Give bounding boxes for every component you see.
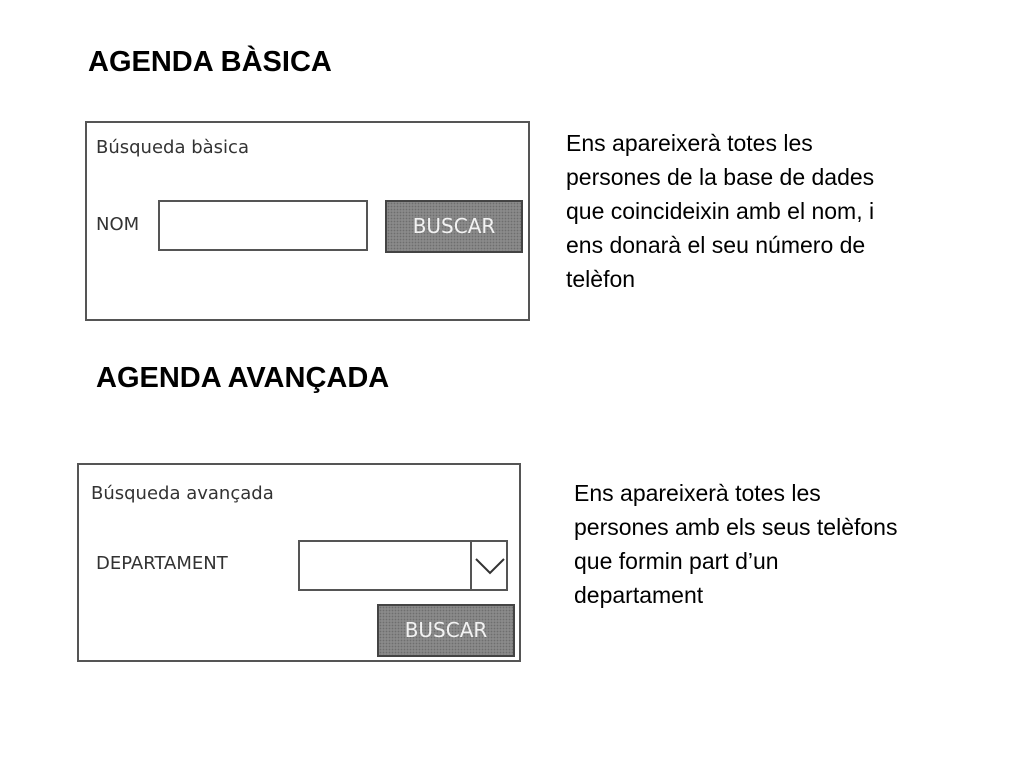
basic-search-panel: [85, 121, 530, 321]
basic-search-panel-title: Búsqueda bàsica: [96, 137, 249, 158]
advanced-search-button[interactable]: BUSCAR: [377, 604, 515, 657]
description-line: Ens apareixerà totes les: [566, 130, 813, 156]
chevron-down-icon: [474, 555, 506, 577]
description-line: persones de la base de dades: [566, 164, 875, 190]
department-select-toggle[interactable]: [470, 542, 506, 589]
advanced-search-panel-title: Búsqueda avançada: [91, 483, 274, 504]
heading-basic-agenda: AGENDA BÀSICA: [88, 46, 332, 78]
department-field-label: DEPARTAMENT: [96, 553, 228, 574]
description-line: que formin part d’un: [574, 548, 779, 574]
description-line: telèfon: [566, 266, 636, 292]
description-line: que coincideixin amb el nom, i: [566, 198, 875, 224]
description-line: persones amb els seus telèfons: [574, 514, 898, 540]
name-field-label: NOM: [96, 214, 140, 235]
description-line: ens donarà el seu número de: [566, 232, 866, 258]
description-line: Ens apareixerà totes les: [574, 480, 821, 506]
advanced-search-description: [574, 476, 994, 612]
department-select[interactable]: [298, 540, 508, 591]
basic-search-description: [566, 126, 986, 296]
basic-search-button[interactable]: BUSCAR: [385, 200, 523, 253]
heading-advanced-agenda: AGENDA AVANÇADA: [96, 362, 390, 394]
description-line: departament: [574, 582, 704, 608]
advanced-search-panel: [77, 463, 521, 662]
name-input[interactable]: [158, 200, 368, 251]
